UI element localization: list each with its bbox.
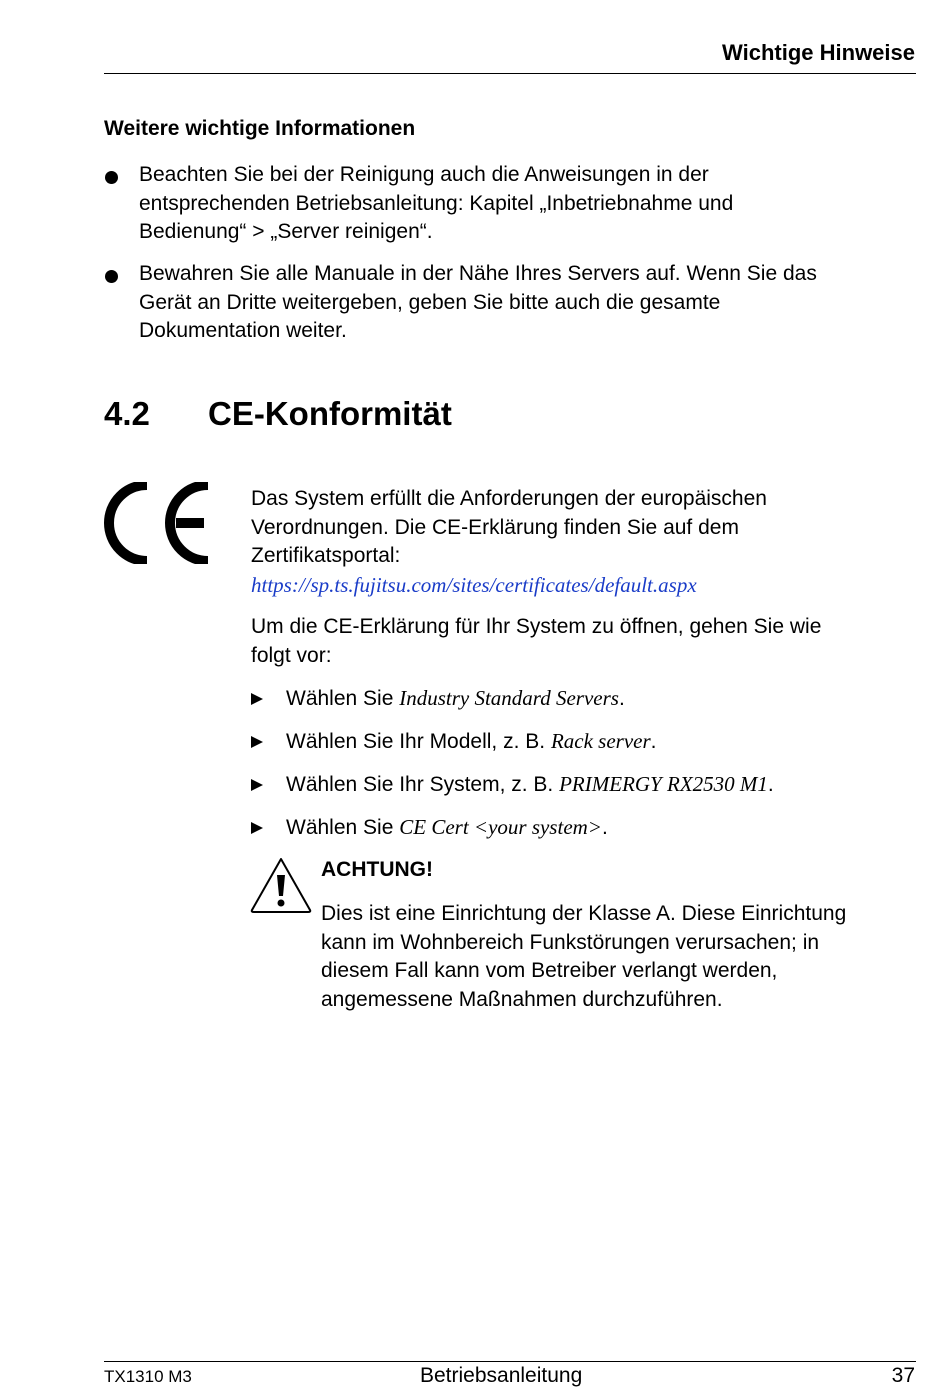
section-title: CE-Konformität	[208, 395, 452, 432]
warning-text: Dies ist eine Einrichtung der Klasse A. Diese Einrichtung kann im Wohnbereich Funkstörungen verursachen; in diesem Fall kann vom Betreiber verlangt werden, angemessene Maßnahmen durchzuführen.	[321, 902, 847, 1011]
step-item: Wählen Sie CE Cert <your system>.	[286, 815, 608, 839]
footer-doc-title: Betriebsanleitung	[420, 1364, 583, 1387]
step-item: Wählen Sie Industry Standard Servers.	[286, 686, 625, 710]
certificate-portal-link[interactable]: https://sp.ts.fujitsu.com/sites/certificates/default.aspx	[251, 572, 697, 597]
warning-triangle-icon	[249, 856, 313, 914]
page-number: 37	[891, 1364, 915, 1387]
warning-title: ACHTUNG!	[321, 858, 433, 881]
bullet-paragraph-2: Bewahren Sie alle Manuale in der Nähe Ihres Servers auf. Wenn Sie das Gerät an Dritte weitergeben, geben Sie bitte auch die gesamte Dokumentation weiter.	[139, 262, 817, 342]
header-rule	[104, 73, 916, 74]
arrow-right-icon	[251, 693, 263, 705]
ce-open-paragraph: Um die CE-Erklärung für Ihr System zu öffnen, gehen Sie wie folgt vor:	[251, 615, 822, 667]
arrow-right-icon	[251, 779, 263, 791]
bullet-paragraph-1: Beachten Sie bei der Reinigung auch die Anweisungen in der entsprechenden Betriebsanleitung: Kapitel „Inbetriebnahme und Bedienung“ > „Server reinigen“.	[139, 163, 734, 243]
section-heading-info: Weitere wichtige Informationen	[104, 117, 416, 140]
bullet-icon	[105, 270, 118, 283]
running-header: Wichtige Hinweise	[722, 40, 915, 65]
bullet-icon	[105, 171, 118, 184]
ce-intro-paragraph: Das System erfüllt die Anforderungen der europäischen Verordnungen. Die CE-Erklärung finden Sie auf dem Zertifikatsportal: https://sp.ts.fujitsu.com/sites/certificates/default.aspx	[251, 485, 767, 599]
section-number: 4.2	[104, 395, 150, 432]
footer-model: TX1310 M3	[104, 1367, 192, 1386]
step-item: Wählen Sie Ihr Modell, z. B. Rack server.	[286, 729, 657, 753]
step-item: Wählen Sie Ihr System, z. B. PRIMERGY RX2530 M1.	[286, 772, 774, 796]
arrow-right-icon	[251, 822, 263, 834]
arrow-right-icon	[251, 736, 263, 748]
ce-mark-icon	[104, 482, 212, 564]
footer-rule	[104, 1361, 916, 1362]
